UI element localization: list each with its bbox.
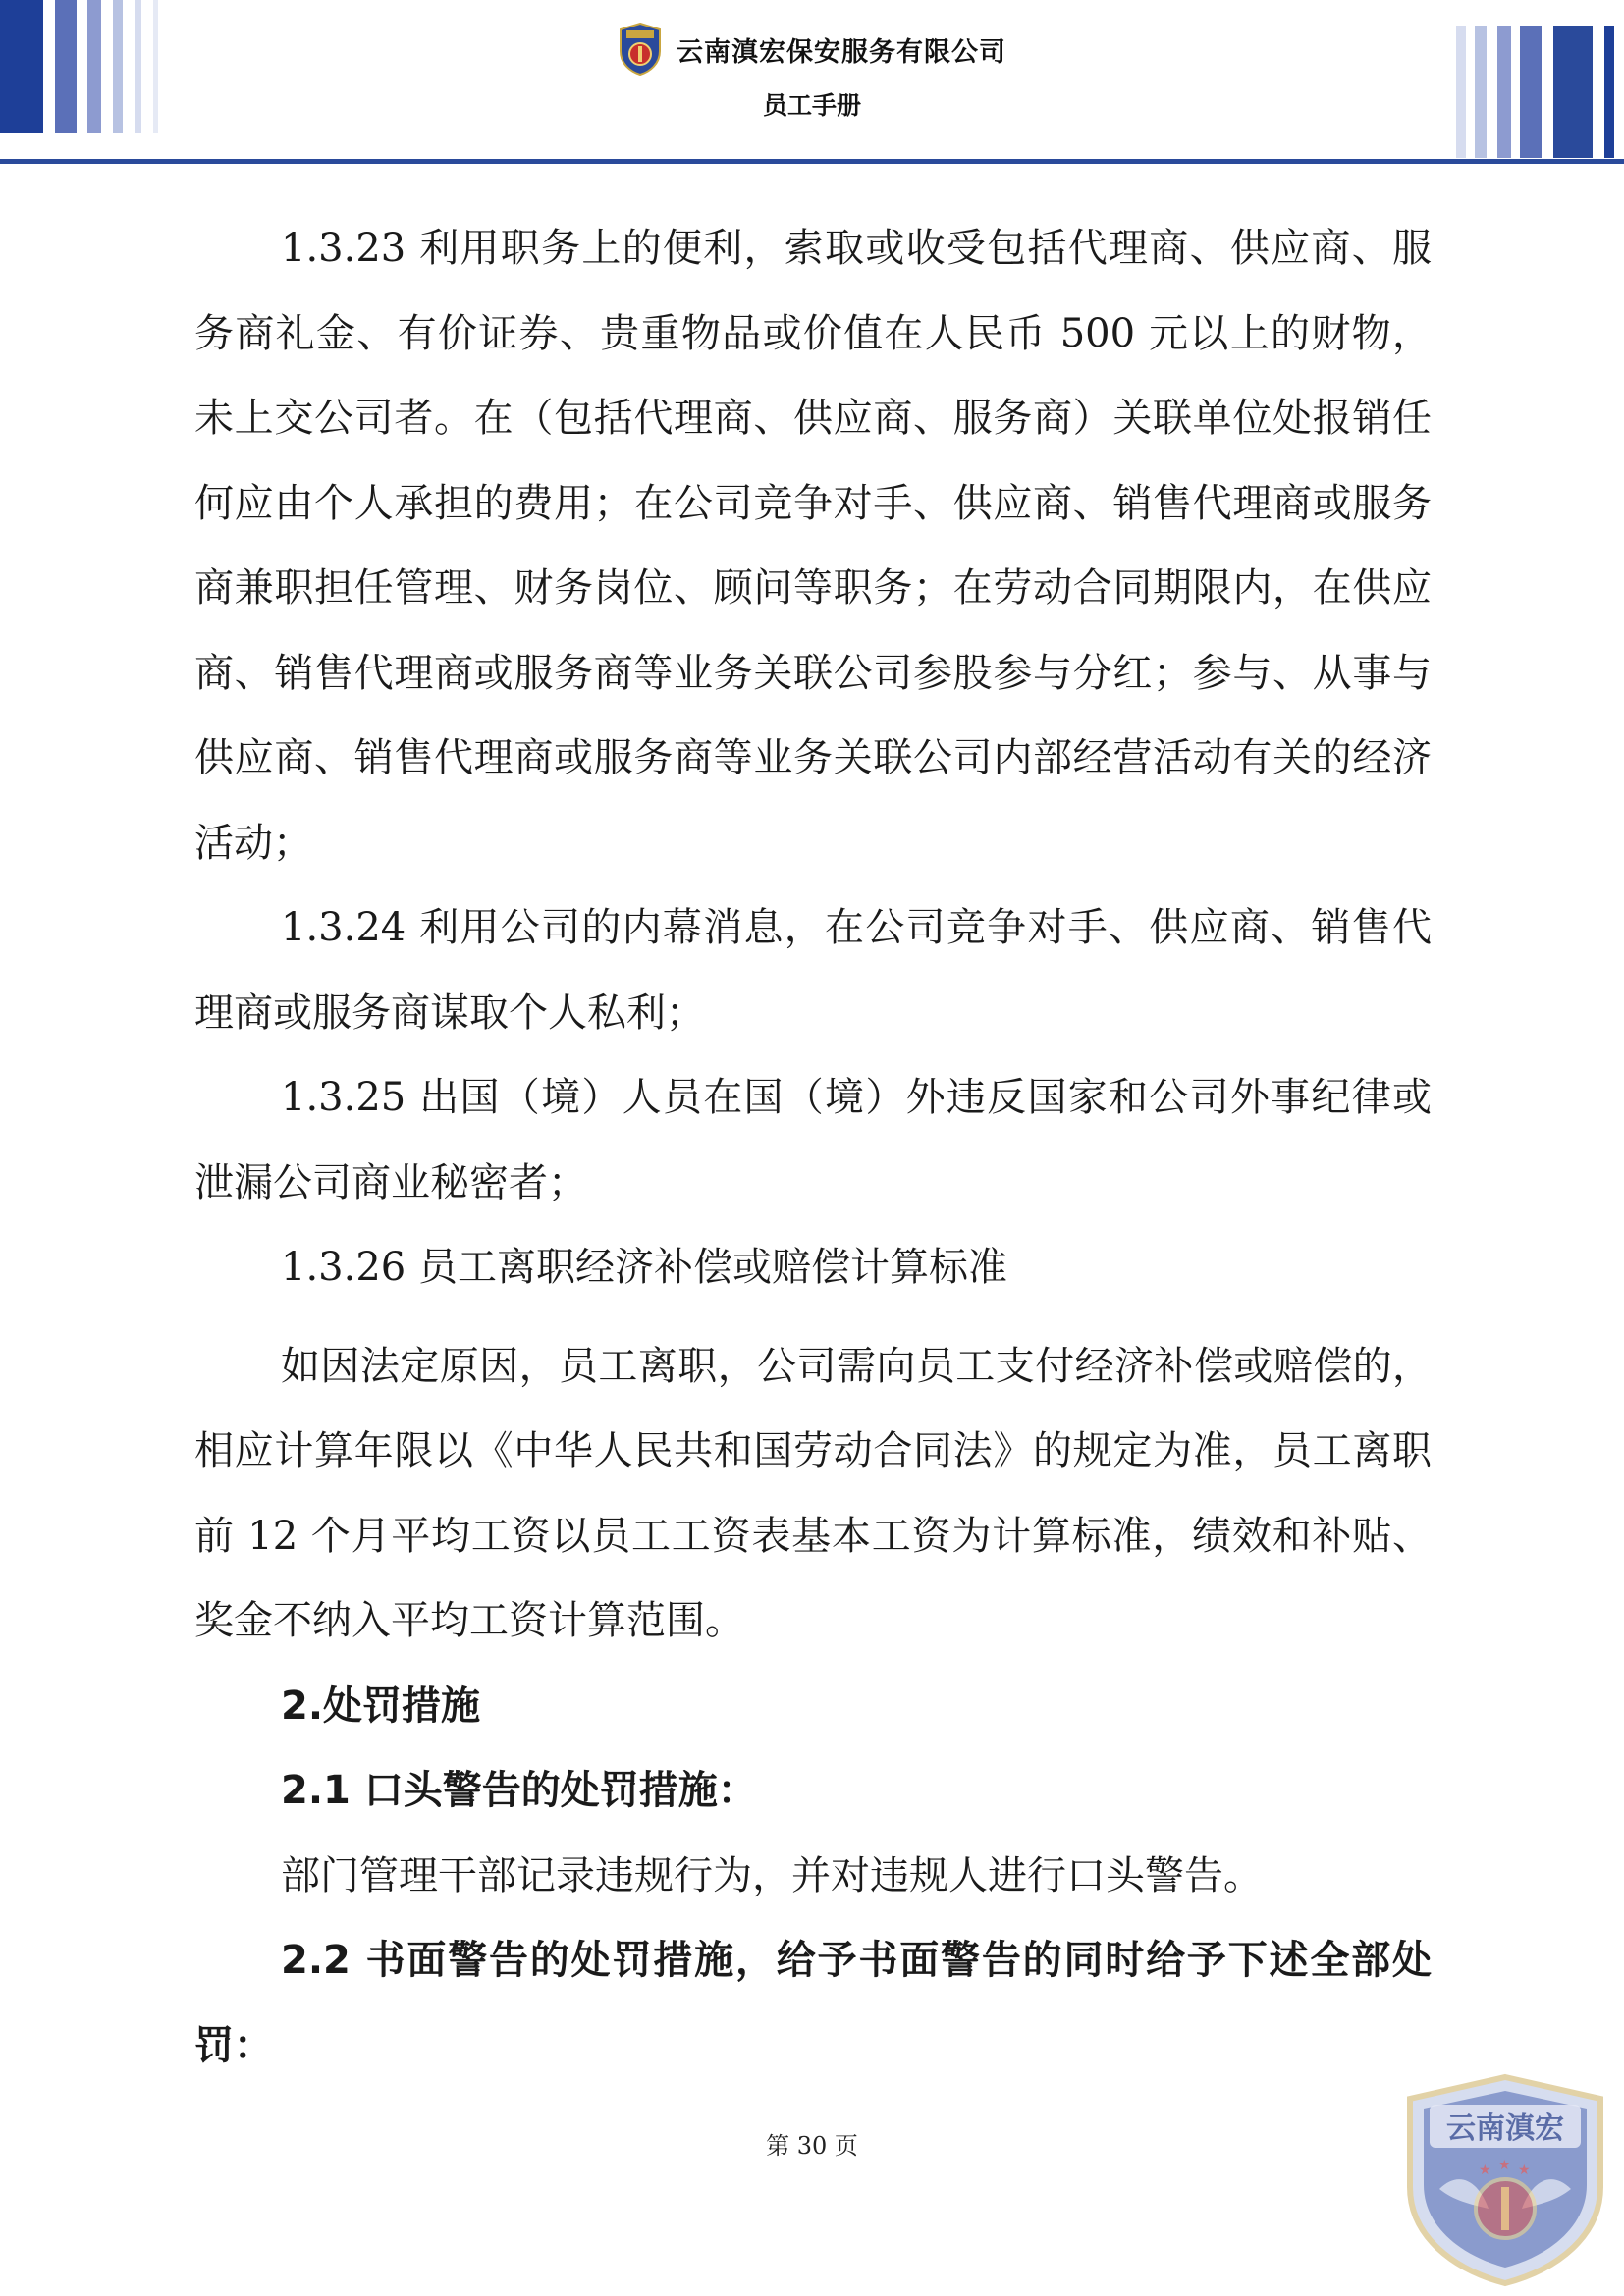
section-heading-written-warning: 2.2 书面警告的处罚措施，给予书面警告的同时给予下述全部处罚： [194,1938,1432,2068]
paragraph-1-3-24: 1.3.24 利用公司的内幕消息，在公司竞争对手、供应商、销售代理商或服务商谋取个人私利； [194,905,1432,1036]
paragraph-1-3-23: 1.3.23 利用职务上的便利，索取或收受包括代理商、供应商、服务商礼金、有价证券、贵重物品或价值在人民币 500 元以上的财物，未上交公司者。在（包括代理商、供应商、服务商）关联单位处报销任何应由个人承担的费用；在公司竞争对手、供应商、销售代理商或服务商兼职担任管理、财务岗位、顾问等职务；在劳动合同期限内，在供应商、销售代理商或服务商等业务关联公司参股参与分红；参与、从事与供应商、销售代理商或服务商等业务关联公司内部经营活动有关的经济活动； [194,226,1432,866]
company-logo-icon [618,22,663,77]
page-number: 第 30 页 [766,2132,858,2160]
document-title: 员工手册 [762,91,861,120]
section-heading-verbal-warning: 2.1 口头警告的处罚措施： [281,1768,757,1813]
svg-text:★: ★ [1498,2158,1511,2173]
svg-text:★: ★ [1518,2163,1531,2178]
paragraph-compensation: 如因法定原因，员工离职，公司需向员工支付经济补偿或赔偿的，相应计算年限以《中华人民共和国劳动合同法》的规定为准，员工离职前 12 个月平均工资以员工工资表基本工资为计算标准，绩效和补贴、奖金不纳入平均工资计算范围。 [194,1343,1432,1643]
page-body [194,206,1432,2088]
company-badge-watermark [1400,2071,1610,2287]
badge-text: 云南滇宏 [1446,2111,1564,2146]
page-header [0,22,1624,122]
section-heading-penalties: 2.处罚措施 [281,1682,481,1729]
paragraph-1-3-26: 1.3.26 员工离职经济补偿或赔偿计算标准 [281,1245,1007,1290]
company-name: 云南滇宏保安服务有限公司 [677,36,1006,68]
svg-text:★: ★ [1479,2163,1491,2178]
paragraph-1-3-25: 1.3.25 出国（境）人员在国（境）外违反国家和公司外事纪律或泄漏公司商业秘密者； [194,1075,1432,1205]
paragraph-verbal-warning: 部门管理干部记录违规行为，并对违规人进行口头警告。 [281,1852,1263,1898]
header-divider [0,159,1624,164]
